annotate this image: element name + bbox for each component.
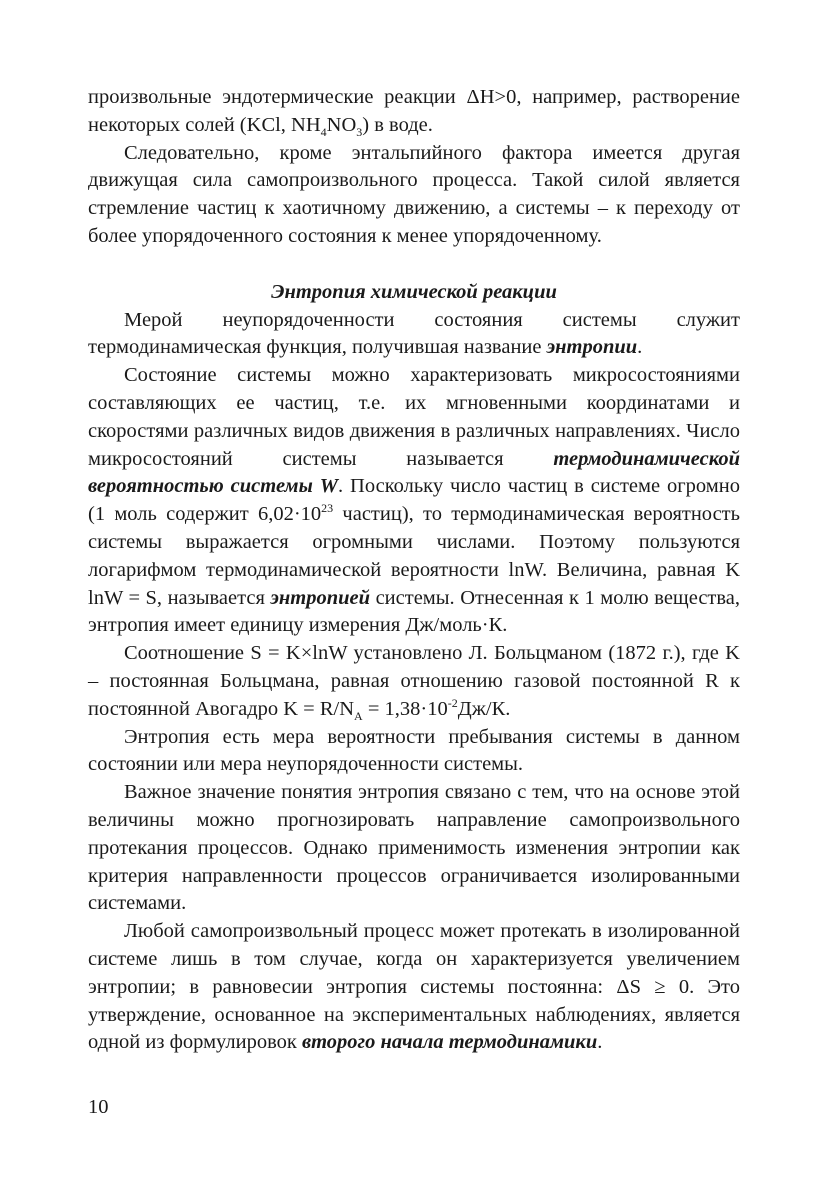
- term-second-law: второго начала термодинамики: [301, 1031, 598, 1054]
- text-run: NO: [326, 113, 357, 136]
- text-run: .: [637, 336, 643, 359]
- text-run: Состояние системы можно характеризовать микросостояниями составляющих ее частиц, т.е. их мгновенными координатами и скоростями различных видов движения в различных направлениях. Число микросостояний системы называется: [88, 364, 740, 470]
- text-run: системы. Отнесенная к 1 молю вещества, энтропия имеет единицу измерения Дж/моль·К.: [88, 586, 741, 637]
- subscript: 4: [320, 124, 327, 139]
- paragraph: Важное значение понятия энтропия связано с тем, что на основе этой величины можно прогнозировать направление самопроизвольного протекания процессов. Однако применимость изменения энтропии как критерия направленности процессов ограничивается изолированными системами.: [88, 781, 740, 915]
- text-run: .: [597, 1031, 603, 1054]
- text-run: произвольные эндотермические реакции: [88, 86, 467, 108]
- superscript: -2: [447, 695, 458, 710]
- subscript: A: [354, 708, 363, 723]
- text-run: Любой самопроизвольный процесс может протекать в изолированной системе лишь в том случае, когда он характеризуется увеличением энтропии; в равновесии энтропия системы постоянна: ΔS ≥ 0. Это утверждение, основанное на экспериментальных наблюдениях, является одной из формулировок: [88, 920, 740, 1054]
- paragraph: [88, 307, 740, 363]
- text-run: Мерой неупорядоченности состояния системы служит термодинамическая функция, получившая название: [88, 308, 740, 359]
- text-run: ΔH>0, например, растворение некоторых солей (KCl, NH: [88, 86, 740, 136]
- text-run: Соотношение S = K×lnW установлено Л. Больцманом (1872 г.), где K – постоянная Больцмана, равная отношению газовой постоянной R к постоянной Авогадро K = R/N: [88, 642, 740, 720]
- page-number: 10: [88, 1096, 109, 1118]
- text-run: . Поскольку число частиц в системе огромно (1 моль содержит 6,02·10: [88, 475, 740, 526]
- term-entropy: энтропии: [546, 336, 638, 359]
- text-run: ) в воде.: [362, 113, 433, 136]
- superscript: 23: [321, 501, 334, 516]
- paragraph: Энтропия есть мера вероятности пребывания системы в данном состоянии или мера неупорядоченности системы.: [88, 725, 740, 776]
- subscript: 3: [356, 124, 363, 139]
- paragraph-continuation: [88, 84, 740, 140]
- section-heading: Энтропия химической реакции: [271, 280, 557, 303]
- page-body: [88, 84, 740, 1057]
- paragraph: [88, 362, 740, 640]
- term-entropy: энтропией: [270, 586, 371, 609]
- term-thermodynamic-probability: термодинамической вероятностью системы W: [88, 447, 740, 498]
- text-run: частиц), то термодинамическая вероятность системы выражается огромными числами. Поэтому пользуются логарифмом термодинамической вероятности lnW. Величина, равная K lnW = S, называется: [88, 503, 740, 609]
- paragraph: Следовательно, кроме энтальпийного фактора имеется другая движущая сила самопроизвольного процесса. Такой силой является стремление частиц к хаотичному движению, а системы – к переходу от более упорядоченного состояния к менее упорядоченному.: [88, 141, 740, 247]
- paragraph: [88, 918, 740, 1057]
- text-run: Дж/К.: [457, 697, 511, 720]
- text-run: = 1,38·10: [362, 697, 448, 720]
- paragraph: [88, 640, 740, 723]
